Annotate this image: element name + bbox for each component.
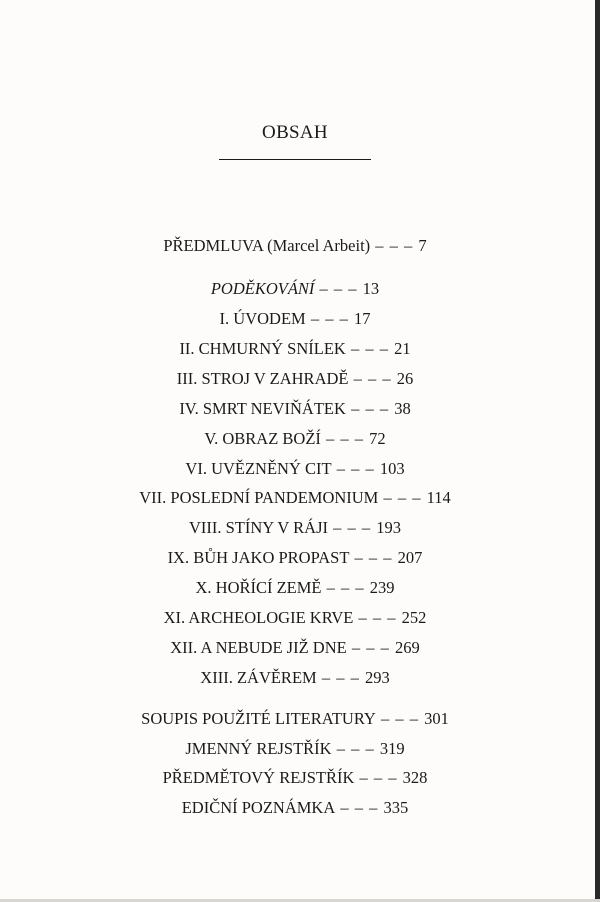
toc-entry-leader: – – –	[316, 668, 365, 687]
page-title: OBSAH	[262, 122, 328, 143]
toc-entry-leader: – – –	[321, 578, 370, 597]
toc-entry-leader: – – –	[346, 638, 395, 657]
toc-entry	[0, 578, 590, 598]
toc-entry-page-number: 301	[424, 709, 449, 728]
toc-entry-page-number: 114	[426, 488, 451, 507]
toc-entry-page-number: 72	[369, 429, 386, 448]
toc-entry	[0, 668, 590, 688]
toc-entry	[0, 236, 590, 256]
toc-entry-page-number: 328	[402, 768, 428, 787]
toc-entry-label: XIII. ZÁVĚREM	[200, 668, 317, 687]
toc-entry-label: III. STROJ V ZAHRADĚ	[176, 369, 349, 388]
toc-entry-page-number: 7	[418, 236, 427, 255]
toc-entry-page-number: 293	[364, 668, 390, 687]
toc-entry-label: V. OBRAZ BOŽÍ	[204, 429, 321, 448]
toc-entry	[0, 339, 590, 359]
toc-entry-page-number: 26	[396, 369, 414, 388]
toc-entry	[0, 709, 590, 729]
toc-entry-label: XII. A NEBUDE JIŽ DNE	[170, 638, 347, 657]
toc-entry-label: EDIČNÍ POZNÁMKA	[181, 798, 336, 817]
toc-entry	[0, 279, 590, 299]
toc-entry-leader: – – –	[305, 309, 354, 328]
toc-entry-leader: – – –	[370, 236, 419, 255]
toc-entry-leader: – – –	[331, 739, 380, 758]
toc-entry	[0, 638, 590, 658]
toc-entry-page-number: 103	[379, 459, 405, 478]
toc-entry-page-number: 269	[394, 638, 420, 657]
toc-entry	[0, 739, 590, 759]
toc-entry-leader: – – –	[331, 459, 380, 478]
toc-entry	[0, 369, 590, 389]
toc-entry-leader: – – –	[375, 709, 425, 728]
toc-entry-page-number: 17	[353, 309, 371, 328]
toc-entry-leader: – – –	[378, 488, 427, 507]
toc-entry-leader: – – –	[348, 369, 397, 388]
toc-entry-leader: – – –	[320, 429, 370, 448]
toc-entry-label: JMENNÝ REJSTŘÍK	[185, 739, 332, 758]
toc-entry-page-number: 38	[394, 399, 411, 418]
toc-entry-label: I. ÚVODEM	[219, 309, 306, 328]
toc-entry-label: PODĚKOVÁNÍ	[210, 279, 315, 298]
toc-entry	[0, 459, 590, 479]
toc-entry-label: VI. UVĚZNĚNÝ CIT	[185, 459, 332, 478]
toc-entry-leader: – – –	[353, 608, 402, 627]
toc-entry	[0, 608, 590, 628]
toc-entry-leader: – – –	[349, 548, 398, 567]
toc-entry-page-number: 193	[376, 518, 402, 537]
toc-entry-page-number: 335	[383, 798, 409, 817]
page-edge-shadow	[595, 0, 600, 902]
toc-entry	[0, 488, 590, 508]
toc-entry-label: VIII. STÍNY V RÁJI	[188, 518, 329, 537]
toc-entry-label: X. HOŘÍCÍ ZEMĚ	[195, 578, 322, 597]
toc-entry-label: XI. ARCHEOLOGIE KRVE	[163, 608, 354, 627]
toc-entry-leader: – – –	[314, 279, 363, 298]
title-rule	[219, 159, 371, 160]
toc-entry	[0, 399, 590, 419]
toc-entry-leader: – – –	[335, 798, 384, 817]
toc-entry-page-number: 207	[397, 548, 423, 567]
toc-entry	[0, 798, 590, 818]
toc-entry-label: SOUPIS POUŽITÉ LITERATURY	[141, 709, 376, 728]
toc-entry	[0, 309, 590, 329]
toc-entry-label: IX. BŮH JAKO PROPAST	[167, 548, 350, 567]
toc-entry-leader: – – –	[328, 518, 377, 537]
toc-entry	[0, 518, 590, 538]
toc-entry-page-number: 239	[369, 578, 395, 597]
toc-entry	[0, 768, 590, 788]
toc-entry-leader: – – –	[345, 339, 395, 358]
toc-entry-label: VII. POSLEDNÍ PANDEMONIUM	[139, 488, 379, 507]
toc-entry	[0, 429, 590, 449]
toc-entry-label: PŘEDMĚTOVÝ REJSTŘÍK	[162, 768, 355, 787]
toc-entry-page-number: 13	[362, 279, 380, 298]
toc-entry-label: IV. SMRT NEVIŇÁTEK	[179, 399, 346, 418]
toc-entry-label: PŘEDMLUVA (Marcel Arbeit)	[163, 236, 371, 255]
toc-entry	[0, 548, 590, 568]
toc-entry-label: II. CHMURNÝ SNÍLEK	[179, 339, 346, 358]
toc-entry-leader: – – –	[354, 768, 403, 787]
toc-entry-page-number: 252	[401, 608, 427, 627]
toc-entry-leader: – – –	[345, 399, 395, 418]
toc-entry-page-number: 319	[379, 739, 405, 758]
toc-entry-page-number: 21	[394, 339, 411, 358]
